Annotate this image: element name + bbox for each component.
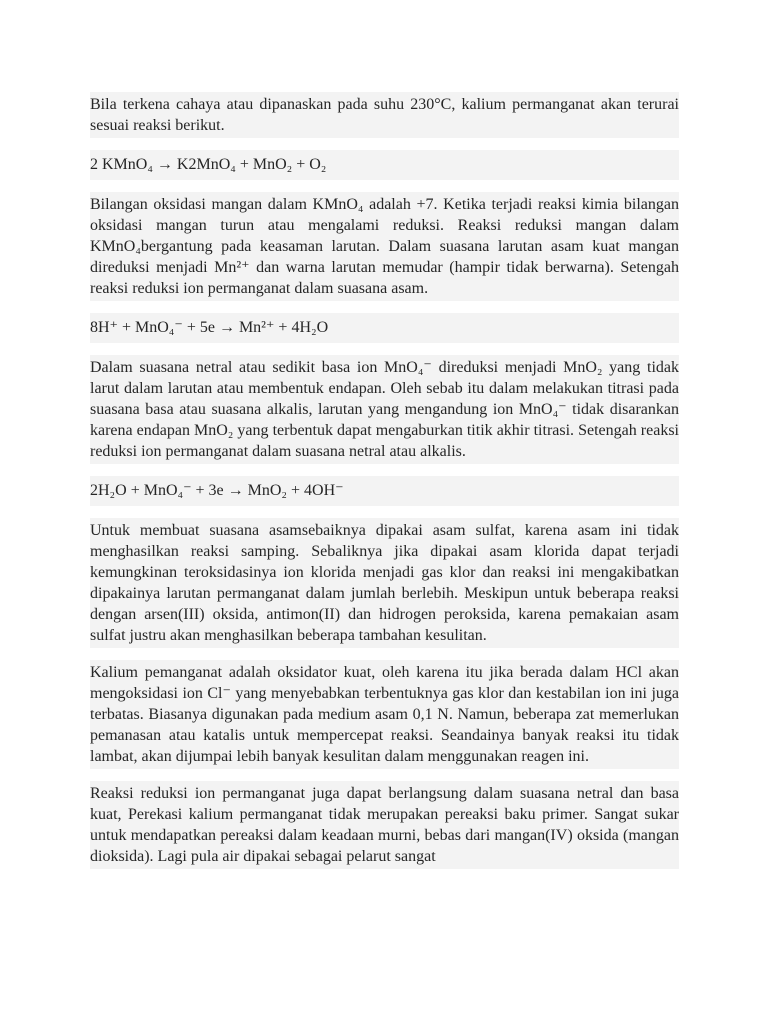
paragraph-primary-standard: Reaksi reduksi ion permanganat juga dapat berlangsung dalam suasana netral dan basa kuat, Perekasi kalium permanganat tidak merupakan pereaksi baku primer. Sangat sukar untuk mendapatkan pereaksi dalam keadaan murni, bebas dari mangan(IV) oksida (mangan dioksida). Lagi pula air dipakai sebagai pelarut sangat [90, 781, 679, 869]
paragraph-neutral-basic: Dalam suasana netral atau sedikit basa ion MnO₄⁻ direduksi menjadi MnO₂ yang tidak larut dalam larutan atau membentuk endapan. Oleh sebab itu dalam melakukan titrasi pada suasana basa atau suasana alkalis, larutan yang mengandung ion MnO₄⁻ tidak disarankan karena endapan MnO₂ yang terbentuk dapat mengaburkan titik akhir titrasi. Setengah reaksi reduksi ion permanganat dalam suasana netral atau alkalis. [90, 355, 679, 464]
equation-acid-half-reaction: 8H⁺ + MnO₄⁻ + 5e → Mn²⁺ + 4H₂O [90, 313, 679, 343]
paragraph-sulfuric-acid: Untuk membuat suasana asamsebaiknya dipakai asam sulfat, karena asam ini tidak menghasilkan reaksi samping. Sebaliknya jika dipakai asam klorida dapat terjadi kemungkinan teroksidasinya ion klorida menjadi gas klor dan reaksi ini mengakibatkan dipakainya larutan permanganat dalam jumlah berlebih. Meskipun untuk beberapa reaksi dengan arsen(III) oksida, antimon(II) dan hidrogen peroksida, karena pemakaian asam sulfat justru akan menghasilkan beberapa tambahan kesulitan. [90, 518, 679, 648]
paragraph-strong-oxidizer: Kalium pemanganat adalah oksidator kuat, oleh karena itu jika berada dalam HCl akan mengoksidasi ion Cl⁻ yang menyebabkan terbentuknya gas klor dan kestabilan ion ini juga terbatas. Biasanya digunakan pada medium asam 0,1 N. Namun, beberapa zat memerlukan pemanasan atau katalis untuk mempercepat reaksi. Seandainya banyak reaksi itu tidak lambat, akan dijumpai lebih banyak kesulitan dalam menggunakan reagen ini. [90, 660, 679, 769]
equation-neutral-half-reaction: 2H₂O + MnO₄⁻ + 3e → MnO₂ + 4OH⁻ [90, 476, 679, 506]
paragraph-intro: Bila terkena cahaya atau dipanaskan pada suhu 230°C, kalium permanganat akan terurai sesuai reaksi berikut. [90, 92, 679, 138]
paragraph-oxidation-number: Bilangan oksidasi mangan dalam KMnO₄ adalah +7. Ketika terjadi reaksi kimia bilangan oksidasi mangan turun atau mengalami reduksi. Reaksi reduksi mangan dalam KMnO₄bergantung pada keasaman larutan. Dalam suasana larutan asam kuat mangan direduksi menjadi Mn²⁺ dan warna larutan memudar (hampir tidak berwarna). Setengah reaksi reduksi ion permanganat dalam suasana asam. [90, 192, 679, 301]
equation-decomposition: 2 KMnO₄ → K2MnO₄ + MnO₂ + O₂ [90, 150, 679, 180]
document-body [90, 92, 679, 881]
